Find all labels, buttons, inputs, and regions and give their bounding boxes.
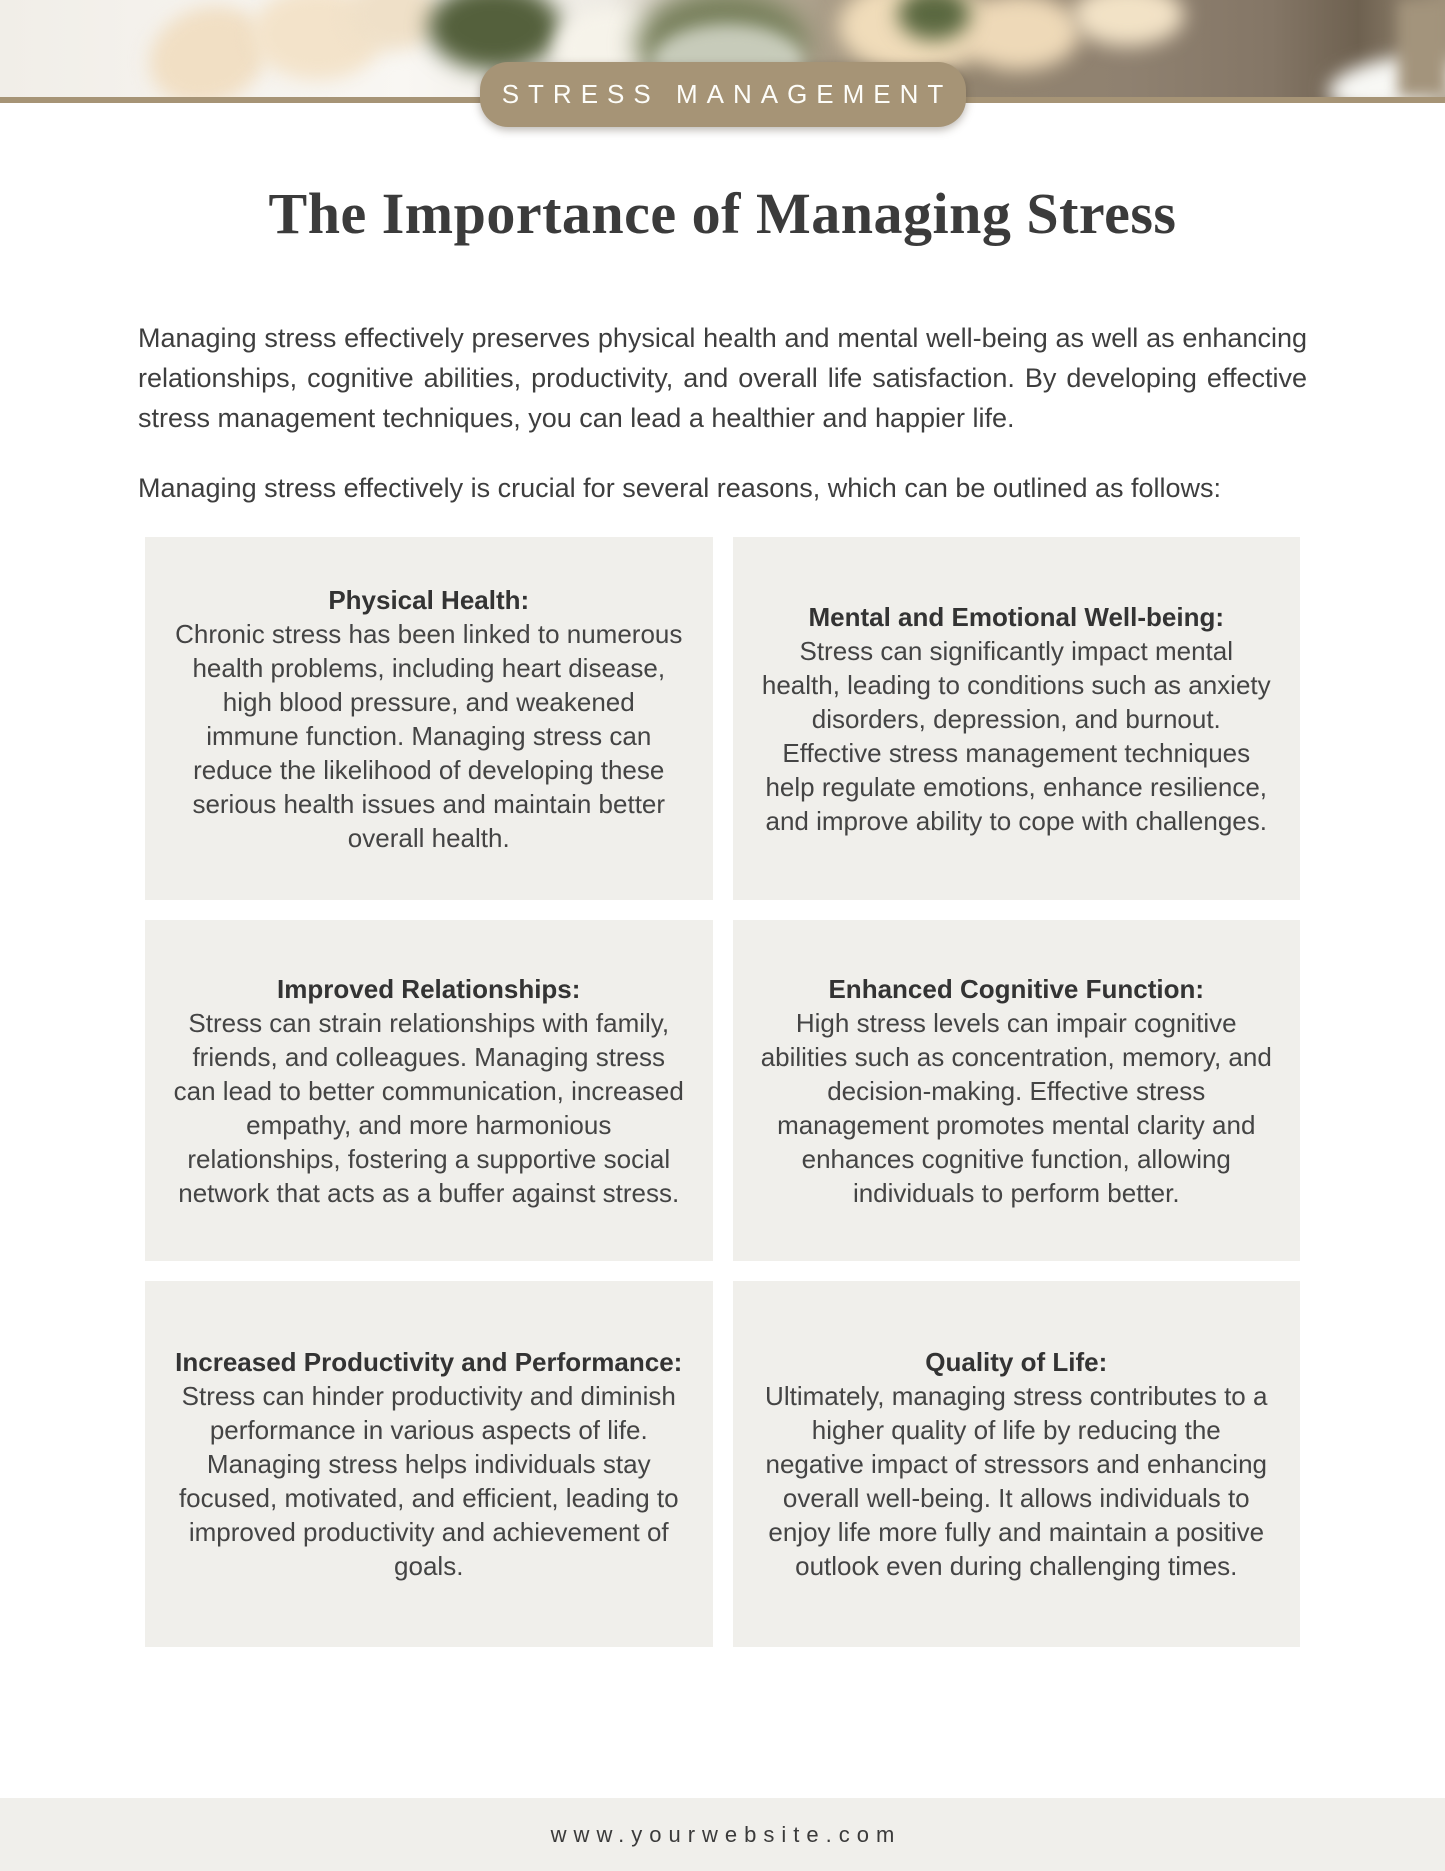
card-quality-of-life [733,1281,1301,1647]
leaf-blob [428,0,560,70]
card-body: Stress can strain relationships with family, friends, and colleagues. Managing stress can lead to better communication, increased empathy, and more harmonious relationships, fostering a supportive social network that acts as a buffer against stress. [173,1007,684,1208]
footer-bar [0,1798,1445,1871]
card-improved-relationships [145,920,713,1261]
intro-paragraph-1: Managing stress effectively preserves physical health and mental well-being as well as enhancing relationships, cognitive abilities, productivity, and overall life satisfaction. By developing effective stress management techniques, you can lead a healthier and happier life. [138,323,1307,433]
card-body: High stress levels can impair cognitive abilities such as concentration, memory, and decision-making. Effective stress management promotes mental clarity and enhances cognitive function, allowing individuals to perform better. [760,1007,1272,1208]
reasons-grid [145,537,1300,1647]
card-heading: Improved Relationships: [277,973,581,1004]
flower-blob [958,0,1080,70]
website-url: www.yourwebsite.com [550,1821,902,1847]
card-heading: Mental and Emotional Well-being: [808,601,1225,632]
intro-paragraph-2: Managing stress effectively is crucial for several reasons, which can be outlined as follows: [138,473,1222,503]
card-cognitive-function [733,920,1301,1261]
card-body: Stress can significantly impact mental health, leading to conditions such as anxiety disorders, depression, and burnout. Effective stress management techniques help regulate emotions, enhance resilience, and improve ability to cope with challenges. [761,635,1271,836]
page-title: The Importance of Managing Stress [268,181,1177,246]
card-body: Chronic stress has been linked to numerous health problems, including heart disease, high blood pressure, and weakened immune function. Managing stress can reduce the likelihood of developing these serious health issues and maintain better overall health. [175,618,683,853]
card-mental-wellbeing [733,537,1301,900]
card-body: Ultimately, managing stress contributes to a higher quality of life by reducing the negative impact of stressors and enhancing overall well-being. It allows individuals to enjoy life more fully and maintain a positive outlook even during challenging times. [765,1381,1268,1581]
card-body: Stress can hinder productivity and diminish performance in various aspects of life. Managing stress helps individuals stay focused, motivated, and efficient, leading to improved productivity and achievement of goals. [178,1381,679,1581]
card-heading: Enhanced Cognitive Function: [828,973,1205,1004]
banner-label: STRESS MANAGEMENT [501,79,953,109]
flower-blob [1072,0,1184,46]
card-heading: Physical Health: [328,584,530,615]
card-productivity-performance [145,1281,713,1647]
intro-section [138,318,1307,508]
card-heading: Quality of Life: [925,1347,1108,1377]
card-heading: Increased Productivity and Performance: [175,1347,683,1377]
doorframe-blob [1398,0,1445,97]
card-physical-health [145,537,713,900]
banner-pill [480,62,966,127]
